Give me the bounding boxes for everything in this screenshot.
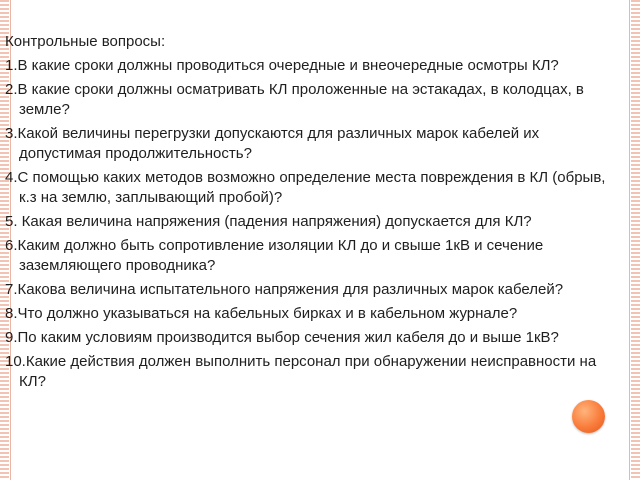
slide-heading: Контрольные вопросы: [5,33,166,50]
question-list [5,56,623,392]
question-item: 9.По каким условиям производится выбор сечения жил кабеля до и выше 1кВ? [5,329,559,346]
question-item: 5. Какая величина напряжения (падения напряжения) допускается для КЛ? [5,213,532,230]
right-decorative-border [631,0,640,480]
right-frame-line [629,0,630,480]
orange-circle-decoration [572,400,605,433]
question-item: 7.Какова величина испытательного напряжения для различных марок кабелей? [5,281,564,298]
question-item: 1.В какие сроки должны проводиться очередные и внеочередные осмотры КЛ? [5,57,559,74]
question-item: 2.В какие сроки должны осматривать КЛ проложенные на эстакадах, в колодцах, в земле? [5,81,584,118]
slide-content [5,32,623,396]
question-item: 6.Каким должно быть сопротивление изоляции КЛ до и свыше 1кВ и сечение заземляющего проводника? [5,237,544,274]
question-item: 10.Какие действия должен выполнить персонал при обнаружении неисправности на КЛ? [5,353,597,390]
question-item: 4.С помощью каких методов возможно определение места повреждения в КЛ (обрыв, к.з на землю, заплывающий пробой)? [5,169,606,206]
question-item: 3.Какой величины перегрузки допускаются для различных марок кабелей их допустимая продолжительность? [5,125,540,162]
question-item: 8.Что должно указываться на кабельных бирках и в кабельном журнале? [5,305,518,322]
